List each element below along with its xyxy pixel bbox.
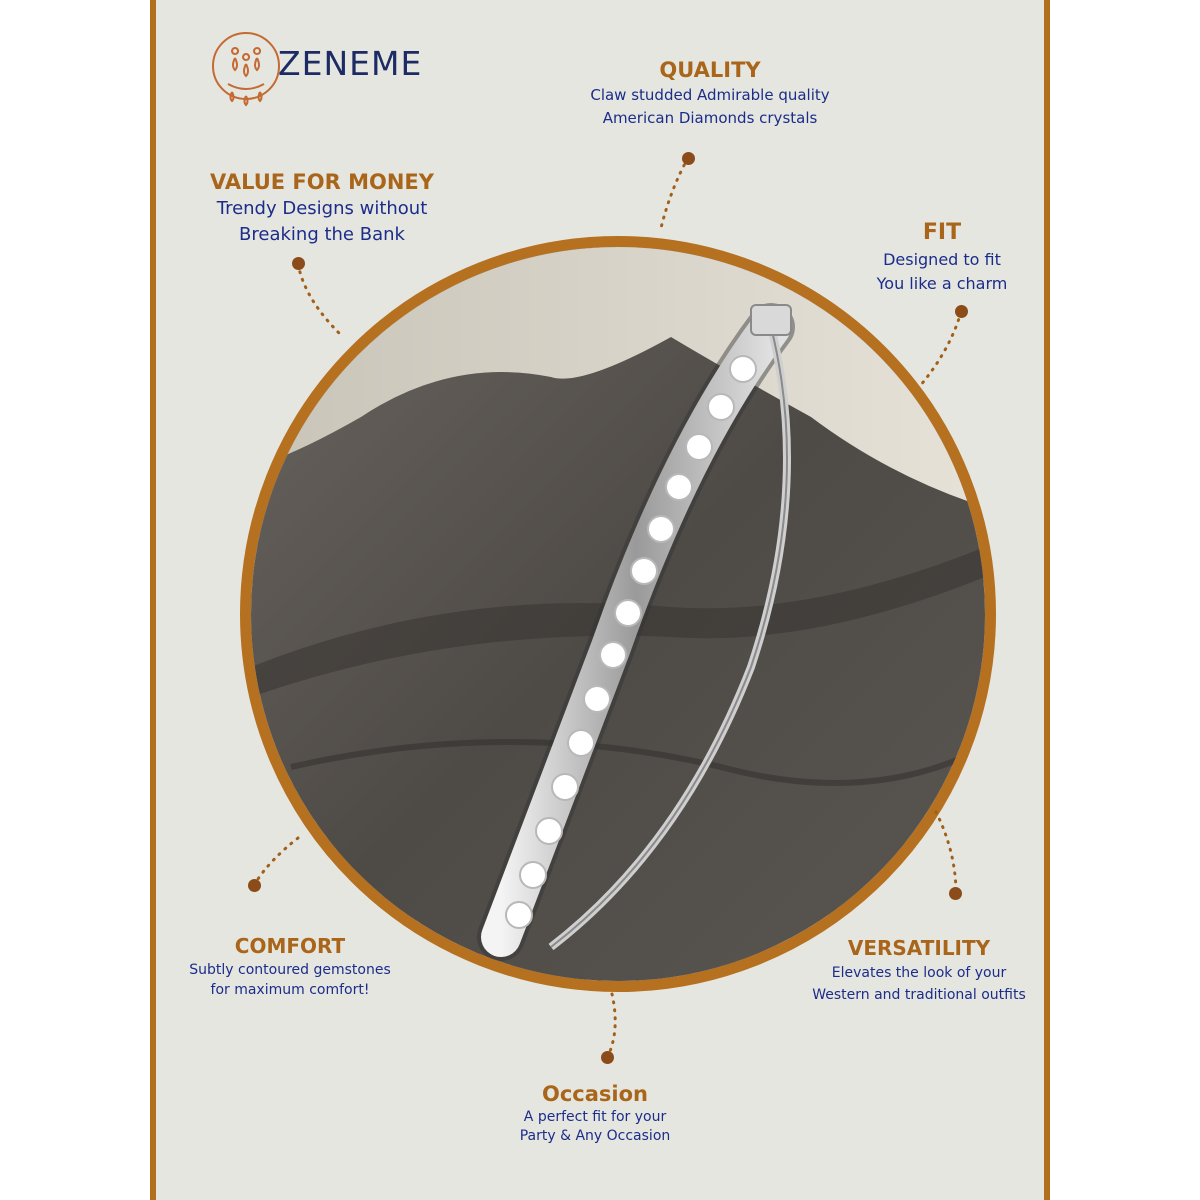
feature-line: Claw studded Admirable quality: [590, 86, 830, 104]
feature-title: VALUE FOR MONEY: [210, 170, 434, 194]
feature-line: You like a charm: [876, 274, 1008, 293]
feature-line: Western and traditional outfits: [812, 987, 1026, 1003]
occasion-marker: [601, 1051, 614, 1064]
versatility-marker: [949, 887, 962, 900]
feature-title: QUALITY: [659, 58, 761, 82]
quality-marker: [682, 152, 695, 165]
feature-line: American Diamonds crystals: [602, 109, 818, 127]
feature-line: Subtly contoured gemstones: [189, 962, 391, 978]
feature-versatility: [790, 934, 1048, 1006]
feature-quality: [560, 56, 860, 130]
feature-fit: [832, 218, 1052, 296]
feature-title: FIT: [922, 220, 962, 245]
feature-line: for maximum comfort!: [210, 982, 370, 998]
brand-name: ZENEME: [278, 44, 423, 83]
feature-title: Occasion: [542, 1082, 648, 1106]
feature-line: Designed to fit: [883, 250, 1001, 269]
value-marker: [292, 257, 305, 270]
feature-line: Breaking the Bank: [239, 224, 405, 245]
feature-line: A perfect fit for your: [523, 1109, 667, 1125]
feature-line: Party & Any Occasion: [519, 1128, 671, 1144]
feature-value: [172, 168, 472, 248]
fit-marker: [955, 305, 968, 318]
feature-comfort: [158, 932, 422, 1000]
feature-line: Elevates the look of your: [831, 965, 1007, 981]
comfort-marker: [248, 879, 261, 892]
feature-title: VERSATILITY: [847, 936, 991, 960]
feature-occasion: [470, 1080, 720, 1146]
feature-title: COMFORT: [234, 934, 346, 958]
feature-line: Trendy Designs without: [216, 198, 428, 219]
